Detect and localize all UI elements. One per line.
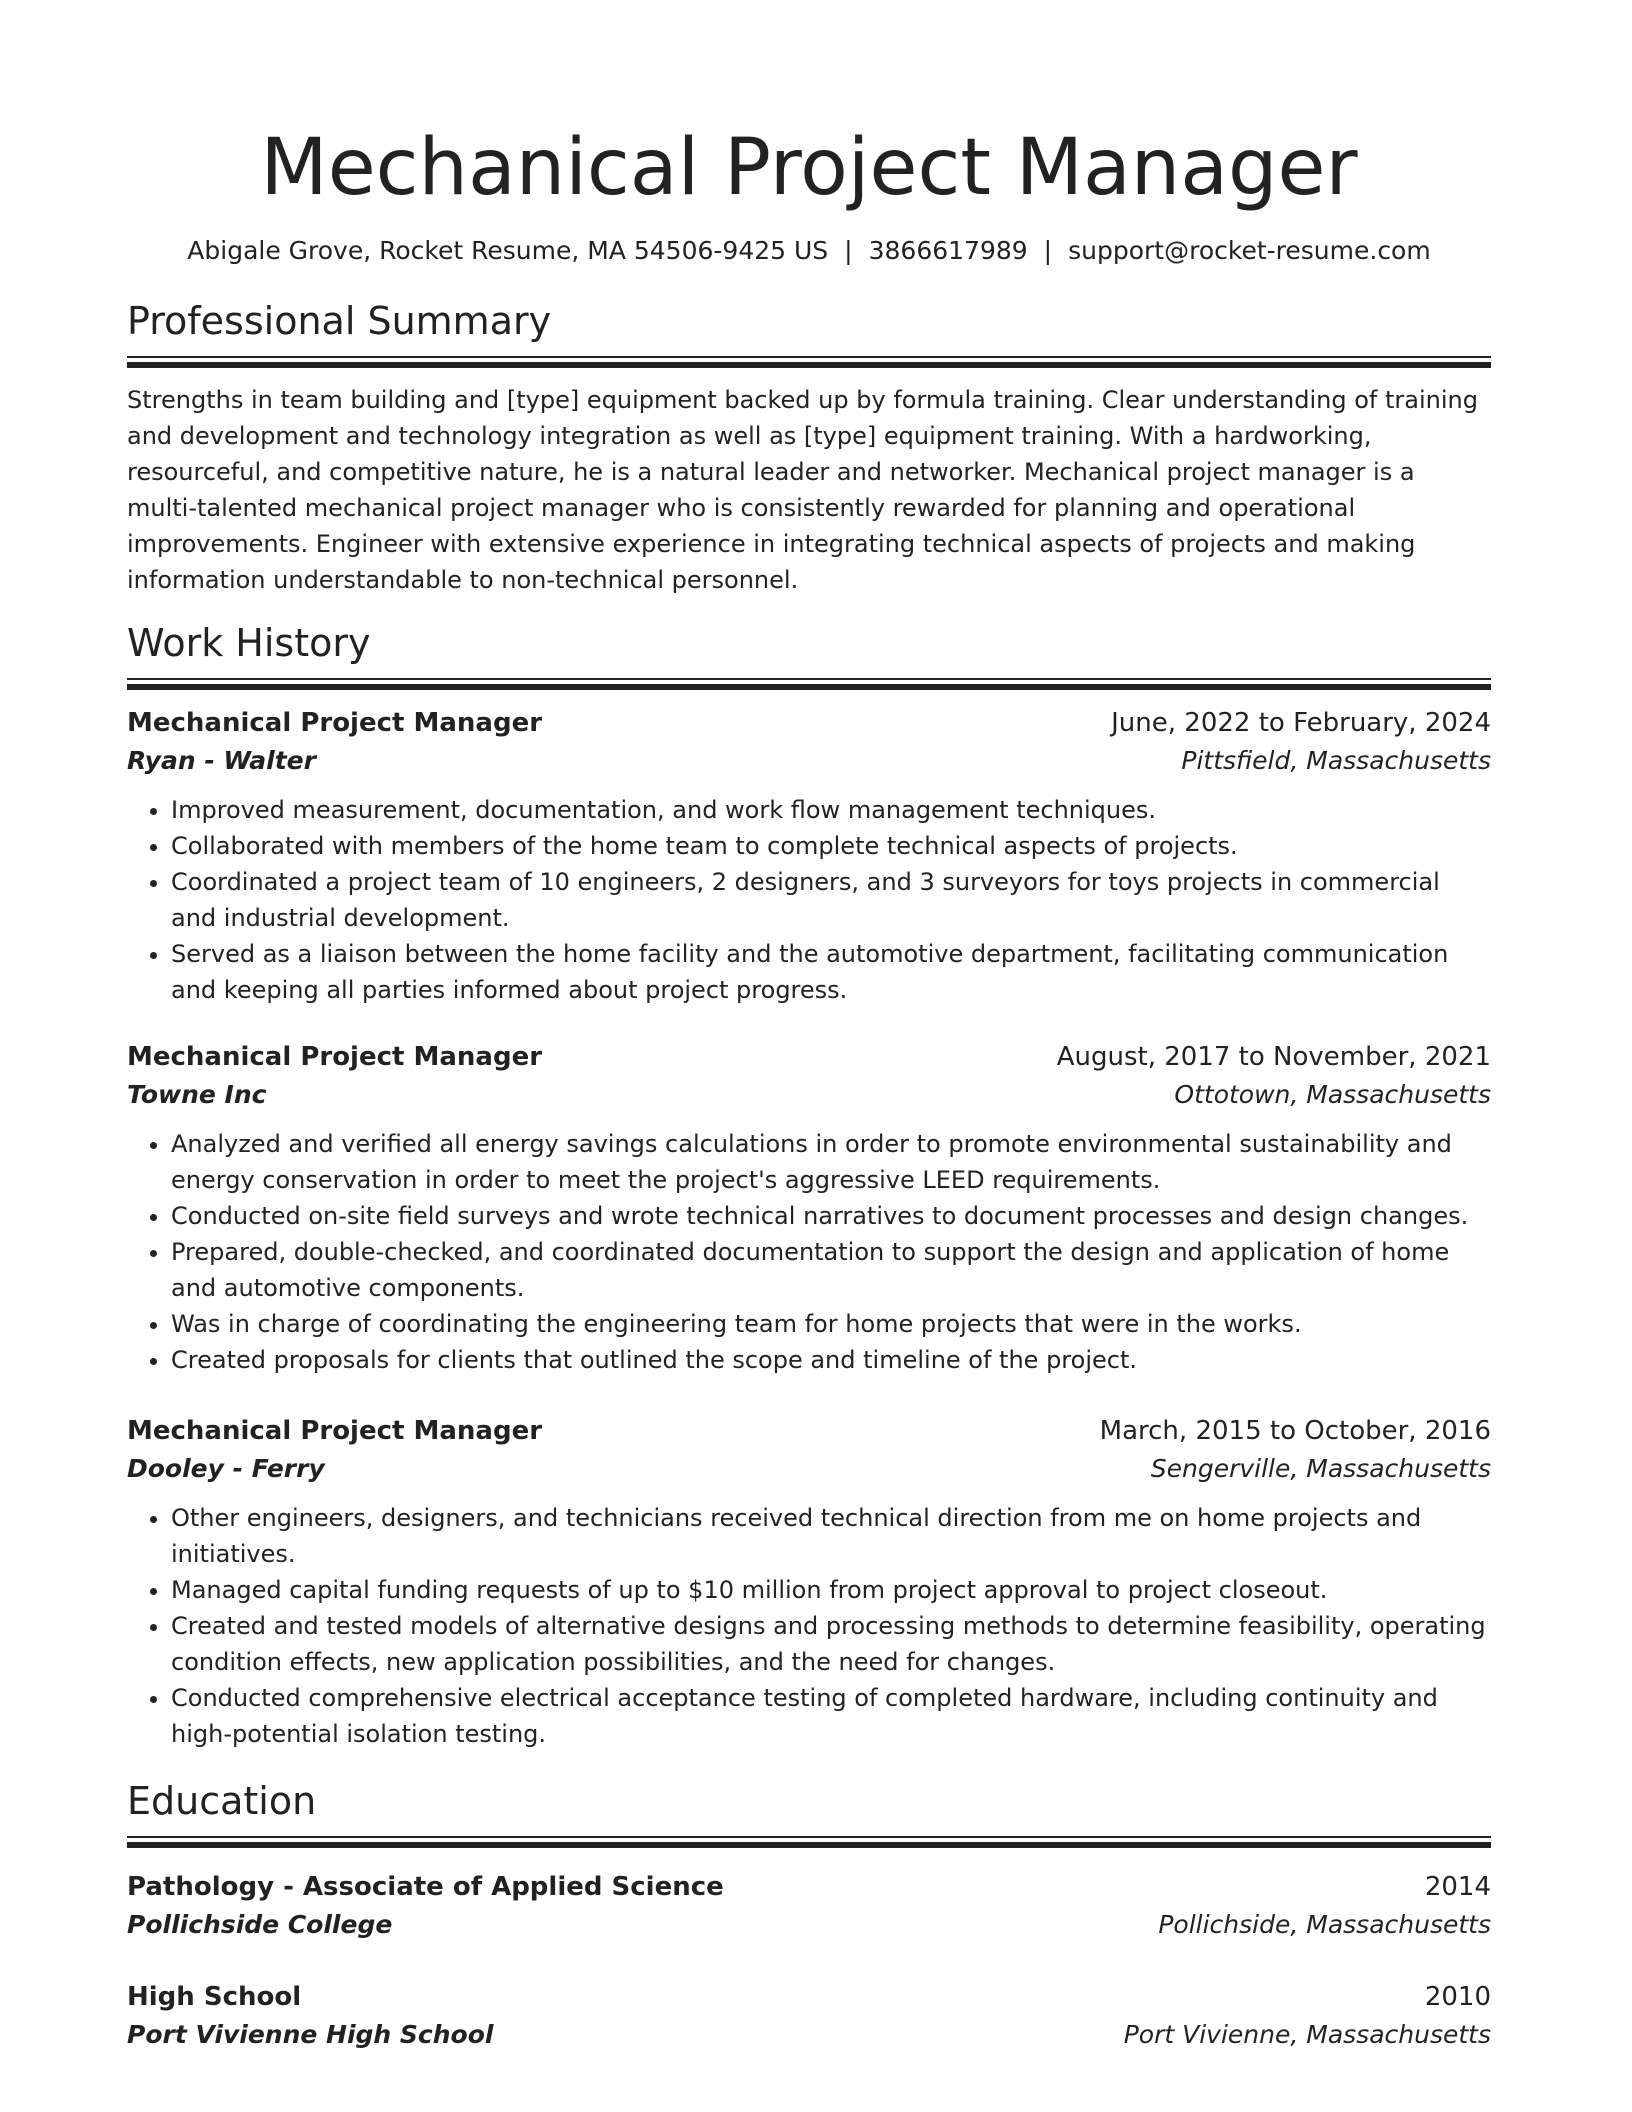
- section-divider: [127, 1836, 1491, 1848]
- list-item: • Managed capital funding requests of up to $10 million from project approval to project closeout.: [171, 1572, 1491, 1608]
- list-item: • Served as a liaison between the home facility and the automotive department, facilitating communication and keeping all parties informed about project progress.: [171, 936, 1491, 1008]
- job-entry: [127, 704, 1491, 1008]
- education-school: Port Vivienne High School: [127, 2020, 494, 2049]
- list-item: • Created and tested models of alternative designs and processing methods to determine feasibility, operating condition effects, new application possibilities, and the need for changes.: [171, 1608, 1491, 1680]
- job-title: Mechanical Project Manager: [127, 1042, 543, 1072]
- list-item: • Prepared, double-checked, and coordinated documentation to support the design and application of home and automotive components.: [171, 1234, 1491, 1306]
- education-location: Port Vivienne, Massachusetts: [1123, 2020, 1491, 2049]
- education-year: 2014: [1424, 1872, 1491, 1902]
- list-item: • Conducted comprehensive electrical acceptance testing of completed hardware, including continuity and high-potential isolation testing.: [171, 1680, 1491, 1752]
- education-location: Pollichside, Massachusetts: [1158, 1910, 1491, 1939]
- education-school: Pollichside College: [127, 1910, 393, 1939]
- job-bullets: [127, 1126, 1491, 1378]
- job-dates: August, 2017 to November, 2021: [1056, 1042, 1491, 1072]
- education-section: [127, 1776, 1491, 2054]
- list-item: • Improved measurement, documentation, and work flow management techniques.: [171, 792, 1491, 828]
- job-dates: March, 2015 to October, 2016: [1099, 1416, 1491, 1446]
- summary-heading: Professional Summary: [127, 299, 552, 343]
- list-item: • Conducted on-site field surveys and wrote technical narratives to document processes and design changes.: [171, 1198, 1491, 1234]
- contact-phone: 3866617989: [868, 236, 1028, 265]
- contact-separator: |: [1043, 236, 1053, 265]
- job-company: Towne Inc: [127, 1080, 267, 1109]
- education-heading: Education: [127, 1779, 317, 1823]
- education-entry: [127, 1868, 1491, 1944]
- education-year: 2010: [1424, 1982, 1491, 2012]
- work-heading: Work History: [127, 621, 371, 665]
- section-divider: [127, 678, 1491, 690]
- job-title: Mechanical Project Manager: [127, 1416, 543, 1446]
- contact-email[interactable]: support@rocket-resume.com: [1068, 236, 1431, 265]
- work-section: [127, 618, 1491, 1752]
- resume-page: [127, 118, 1491, 2054]
- job-location: Ottotown, Massachusetts: [1174, 1080, 1491, 1109]
- job-location: Sengerville, Massachusetts: [1150, 1454, 1491, 1483]
- job-location: Pittsfield, Massachusetts: [1181, 746, 1491, 775]
- job-bullets: [127, 792, 1491, 1008]
- summary-text: Strengths in team building and [type] equipment backed up by formula training. Clear understanding of training and development and technology integration as well as [type] equipment training. With a hardworking, resourceful, and competitive nature, he is a natural leader and networker. Mechanical project manager is a multi-talented mechanical project manager who is consistently rewarded for planning and operational improvements. Engineer with extensive experience in integrating technical aspects of projects and making information understandable to non-technical personnel.: [127, 386, 1478, 594]
- job-title: Mechanical Project Manager: [127, 708, 543, 738]
- list-item: • Coordinated a project team of 10 engineers, 2 designers, and 3 surveyors for toys projects in commercial and industrial development.: [171, 864, 1491, 936]
- list-item: • Analyzed and verified all energy savings calculations in order to promote environmental sustainability and energy conservation in order to meet the project's aggressive LEED requirements.: [171, 1126, 1491, 1198]
- job-dates: June, 2022 to February, 2024: [1111, 708, 1491, 738]
- education-degree: Pathology - Associate of Applied Science: [127, 1872, 724, 1902]
- job-entry: [127, 1412, 1491, 1752]
- summary-section: [127, 296, 1491, 598]
- education-degree: High School: [127, 1982, 302, 2012]
- job-bullets: [127, 1500, 1491, 1752]
- job-company: Dooley - Ferry: [127, 1454, 325, 1483]
- job-entry: [127, 1038, 1491, 1378]
- job-company: Ryan - Walter: [127, 746, 316, 775]
- contact-separator: |: [844, 236, 853, 265]
- list-item: • Was in charge of coordinating the engineering team for home projects that were in the works.: [171, 1306, 1491, 1342]
- section-divider: [127, 356, 1491, 368]
- contact-line: [127, 234, 1491, 268]
- list-item: • Created proposals for clients that outlined the scope and timeline of the project.: [171, 1342, 1491, 1378]
- education-entry: [127, 1978, 1491, 2054]
- list-item: • Collaborated with members of the home team to complete technical aspects of projects.: [171, 828, 1491, 864]
- contact-address: Abigale Grove, Rocket Resume, MA 54506-9425 US: [187, 236, 829, 265]
- resume-title: Mechanical Project Manager: [260, 123, 1358, 213]
- list-item: • Other engineers, designers, and technicians received technical direction from me on home projects and initiatives.: [171, 1500, 1491, 1572]
